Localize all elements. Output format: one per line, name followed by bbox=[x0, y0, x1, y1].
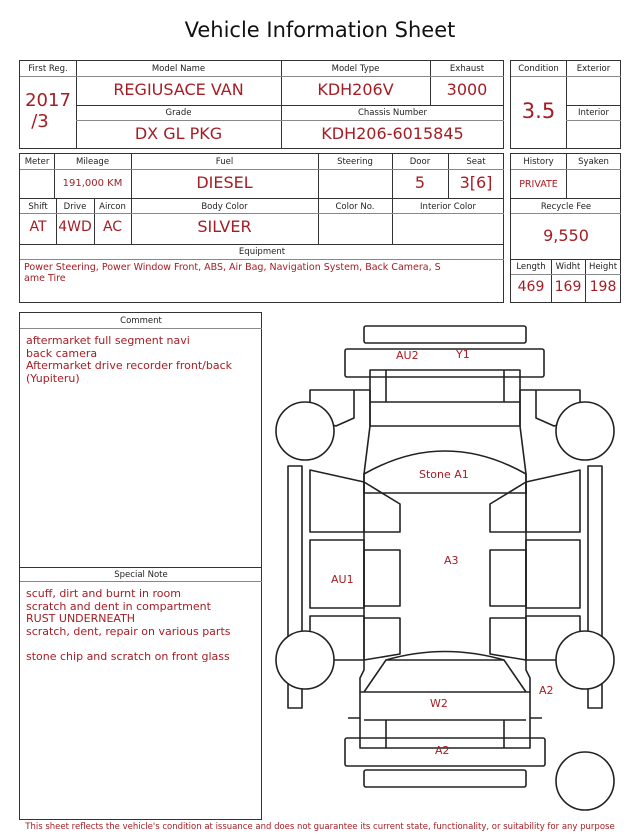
mileage-label: Mileage bbox=[75, 157, 110, 167]
equipment-label: Equipment bbox=[238, 247, 286, 257]
vehicle-damage-diagram bbox=[268, 318, 628, 818]
disclaimer-footer: This sheet reflects the vehicle's condition at issuance and does not guarantee its current state, functionality, or suitability for any purpose bbox=[25, 822, 615, 832]
model-name-value: REGIUSACE VAN bbox=[113, 80, 244, 99]
sheet-title: Vehicle Information Sheet bbox=[184, 18, 456, 42]
steering-label: Steering bbox=[337, 157, 373, 167]
door-label: Door bbox=[409, 157, 431, 167]
damage-mark-au1: AU1 bbox=[331, 573, 354, 586]
exhaust-label: Exhaust bbox=[449, 64, 485, 74]
chassis-number-value: KDH206-6015845 bbox=[321, 124, 464, 143]
damage-mark-y1: Y1 bbox=[456, 348, 470, 361]
width-label: Widht bbox=[555, 262, 581, 272]
first-reg-month: /3 bbox=[31, 111, 49, 132]
exterior-label: Exterior bbox=[576, 64, 611, 74]
damage-mark-au2: AU2 bbox=[396, 349, 419, 362]
fuel-label: Fuel bbox=[215, 157, 234, 167]
fuel-value: DIESEL bbox=[196, 173, 253, 192]
comment-label: Comment bbox=[120, 316, 162, 326]
special-note-label: Special Note bbox=[114, 570, 168, 580]
recycle-fee-value: 9,550 bbox=[543, 226, 589, 245]
shift-label: Shift bbox=[28, 202, 48, 212]
length-value: 469 bbox=[517, 279, 545, 295]
seat-value: 3[6] bbox=[459, 173, 493, 192]
model-name-label: Model Name bbox=[151, 64, 206, 74]
chassis-number-label: Chassis Number bbox=[357, 108, 428, 118]
vehicle-spec-table bbox=[19, 153, 504, 303]
equipment-value: Power Steering, Power Window Front, ABS, Air Bag, Navigation System, Back Camera, S ame Tire bbox=[24, 262, 441, 284]
special-note-text: scuff, dirt and burnt in room scratch and dent in compartment RUST UNDERNEATH scratch, dent, repair on various parts stone chip and scratch on front glass bbox=[26, 587, 231, 663]
damage-mark-a3: A3 bbox=[444, 554, 459, 567]
shift-value: AT bbox=[29, 219, 47, 235]
comment-panel bbox=[19, 312, 262, 820]
drive-value: 4WD bbox=[58, 219, 92, 235]
condition-value: 3.5 bbox=[521, 99, 556, 123]
grade-value: DX GL PKG bbox=[134, 124, 223, 143]
syaken-label: Syaken bbox=[578, 157, 609, 167]
condition-label: Condition bbox=[518, 64, 559, 74]
mileage-value: 191,000 KM bbox=[62, 178, 123, 189]
meter-label: Meter bbox=[24, 157, 50, 167]
interior-color-label: Interior Color bbox=[420, 202, 476, 212]
vehicle-basic-table bbox=[19, 60, 504, 149]
width-value: 169 bbox=[554, 279, 582, 295]
grade-label: Grade bbox=[165, 108, 192, 118]
model-type-value: KDH206V bbox=[317, 80, 394, 99]
damage-mark-a2-side: A2 bbox=[539, 684, 554, 697]
recycle-fee-label: Recycle Fee bbox=[540, 202, 592, 212]
body-color-value: SILVER bbox=[197, 217, 252, 236]
aircon-value: AC bbox=[102, 219, 123, 235]
history-table bbox=[510, 153, 621, 303]
damage-mark-stone-a1: Stone A1 bbox=[419, 468, 469, 481]
damage-mark-a2-rear: A2 bbox=[435, 744, 450, 757]
first-reg-year: 2017 bbox=[25, 90, 71, 111]
seat-label: Seat bbox=[466, 157, 486, 167]
first-reg-label: First Reg. bbox=[28, 64, 68, 74]
color-no-label: Color No. bbox=[335, 202, 375, 212]
model-type-label: Model Type bbox=[331, 64, 380, 74]
drive-label: Drive bbox=[63, 202, 87, 212]
damage-mark-w2: W2 bbox=[430, 697, 448, 710]
comment-text: aftermarket full segment navi back camera Aftermarket drive recorder front/back (Yupiteru) bbox=[26, 334, 233, 385]
interior-label: Interior bbox=[577, 108, 609, 118]
aircon-label: Aircon bbox=[99, 202, 126, 212]
condition-table bbox=[510, 60, 621, 149]
exhaust-value: 3000 bbox=[446, 80, 488, 99]
body-color-label: Body Color bbox=[201, 202, 248, 212]
height-label: Height bbox=[588, 262, 618, 272]
history-value: PRIVATE bbox=[519, 179, 558, 190]
history-label: History bbox=[523, 157, 554, 167]
length-label: Length bbox=[516, 262, 546, 272]
height-value: 198 bbox=[589, 279, 617, 295]
door-value: 5 bbox=[414, 173, 426, 192]
